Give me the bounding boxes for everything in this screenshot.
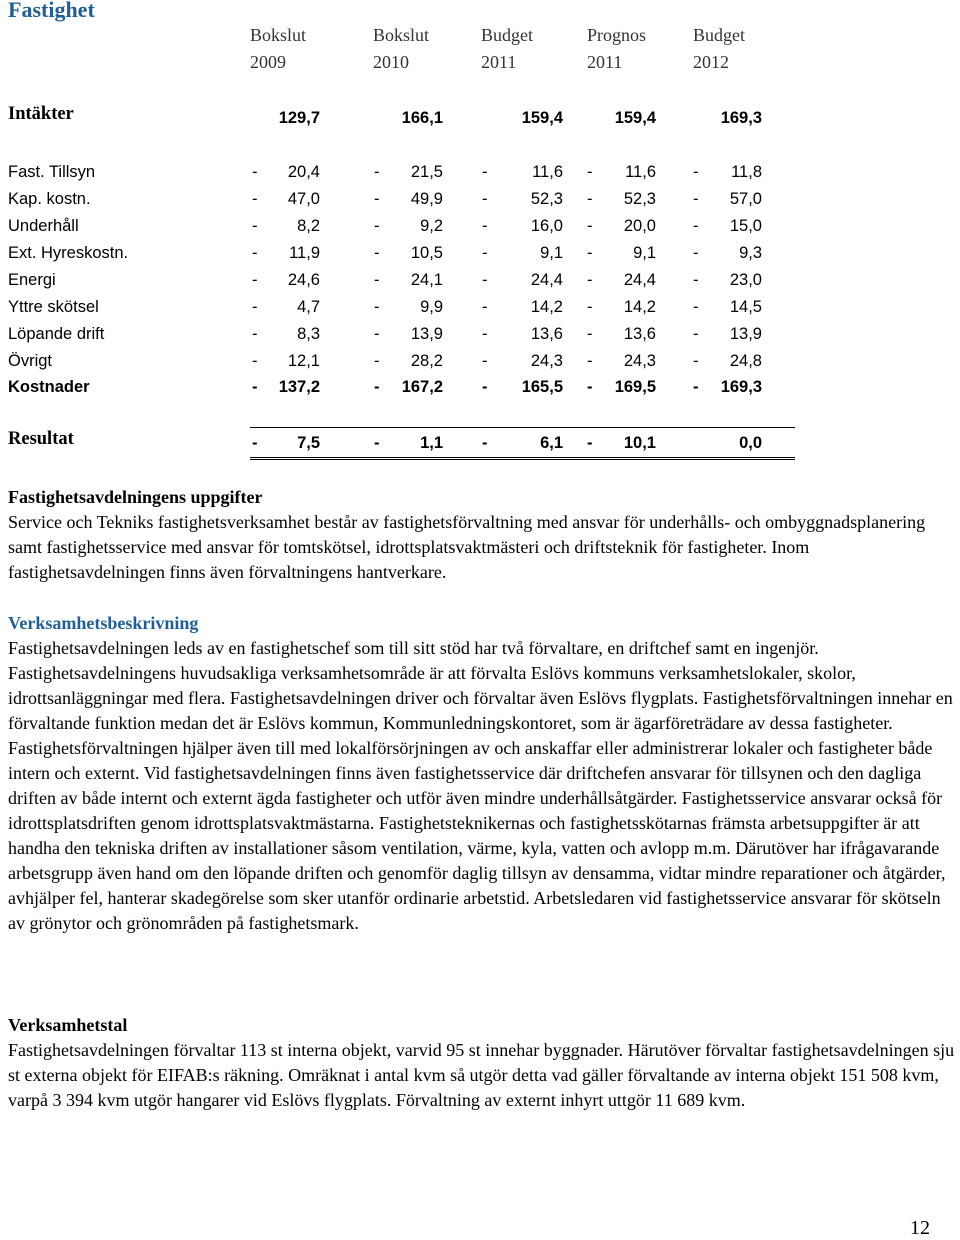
minus-sign: - [587, 298, 593, 316]
minus-sign: - [587, 271, 593, 289]
table-cell-value: 11,9 [289, 244, 320, 262]
section-text: Fastighetsavdelningen leds av en fastighetschef som till sitt stöd har två förvaltare, en driftchef samt en ingenjör. Fastighetsavdelningens huvudsakliga verksamhetsområde är att förvalta Eslövs kommuns verksamhetslokaler, skolor, idrottsanläggningar med flera. Fastighetsavdelningen driver och förvaltar även Eslövs flygplats. Fastighetsförvaltningen innehar en förvaltande funktion medan det är Eslövs kommun, Kommunledningskontoret, som är ägarföreträdare av dessa fastigheter. Fastighetsförvaltningen hjälper även till med lokalförsörjningen av och anskaffar eller administrerar lokaler och fastigheter både intern och externt. Vid fastighetsavdelningen finns även fastighetsservice där driftchefen ansvarar för tillsynen och den dagliga driften av både internt och externt ägda fastigheter och utför även mindre underhållsåtgärder. Fastighetsservice ansvarar också för idrottsplatsdriften genom idrottsplatsvaktmästarna. Fastighetsteknikernas och fastighetsskötarnas främsta arbetsuppgifter är att handha den tekniska driften av installationer såsom ventilation, värme, kyla, vatten och avlopp m.m. Därutöver har ifrågavarande arbetsgrupp även hand om den löpande driften och genomför daglig tillsyn av densamma, vidtar mindre reparationer och åtgärder, avhjälper fel, hanterar skadegörelse som sker utanför ordinarie arbetstid. Arbetsledaren vid fastighetsservice ansvarar för skötseln av grönytor och grönområden på fastighetsmark. [8, 638, 953, 933]
minus-sign: - [252, 271, 258, 289]
minus-sign: - [693, 298, 699, 316]
table-cell-value: 20,0 [623, 217, 656, 235]
section-heading: Fastighetsavdelningens uppgifter [8, 487, 263, 507]
table-cell-value: 23,0 [729, 271, 762, 289]
minus-sign: - [587, 378, 593, 396]
minus-sign: - [482, 190, 488, 208]
table-cell-value: 165,5 [521, 378, 563, 396]
table-cell-value: 6,1 [540, 434, 563, 452]
table-cell-value: 20,4 [287, 163, 320, 181]
table-cell-value: 24,4 [623, 271, 656, 289]
minus-sign: - [482, 434, 488, 452]
minus-sign: - [587, 434, 593, 452]
table-cell-value: 15,0 [729, 217, 762, 235]
minus-sign: - [482, 298, 488, 316]
table-cell-value: 159,4 [521, 109, 563, 127]
minus-sign: - [374, 434, 380, 452]
column-header-year: 2011 [587, 52, 623, 72]
minus-sign: - [482, 325, 488, 343]
section-uppgifter [8, 485, 956, 585]
table-cell-value: 167,2 [401, 378, 443, 396]
table-cell-value: 13,6 [623, 325, 656, 343]
table-cell-value: 1,1 [420, 434, 443, 452]
section-heading: Verksamhetstal [8, 1015, 128, 1035]
table-cell-value: 11,6 [625, 163, 656, 181]
table-cell-value: 52,3 [530, 190, 563, 208]
minus-sign: - [252, 378, 258, 396]
minus-sign: - [252, 325, 258, 343]
table-cell-value: 12,1 [287, 352, 320, 370]
table-cell-value: 11,6 [532, 163, 563, 181]
minus-sign: - [374, 378, 380, 396]
row-label-intakter: Intäkter [8, 104, 74, 124]
table-cell-value: 24,3 [623, 352, 656, 370]
minus-sign: - [587, 325, 593, 343]
column-header-year-type: Budget [481, 25, 533, 45]
page-title: Fastighet [8, 0, 95, 22]
column-header-year: 2011 [481, 52, 517, 72]
table-cell-value: 169,3 [720, 378, 762, 396]
table-cell-value: 9,2 [420, 217, 443, 235]
table-cell-value: 11,8 [731, 163, 762, 181]
row-label: Övrigt [8, 352, 53, 370]
minus-sign: - [587, 190, 593, 208]
minus-sign: - [252, 434, 258, 452]
minus-sign: - [374, 325, 380, 343]
minus-sign: - [374, 244, 380, 262]
table-cell-value: 24,6 [287, 271, 320, 289]
table-cell-value: 14,2 [623, 298, 656, 316]
section-text: Service och Tekniks fastighetsverksamhet består av fastighetsförvaltning med ansvar för underhålls- och ombyggnadsplanering samt fastighetsservice med ansvar för tomtskötsel, idrottsplatsvaktmästeri och driftsteknik för fastigheter. Inom fastighetsavdelningen finns även förvaltningens hantverkare. [8, 512, 926, 582]
row-label: Energi [8, 271, 56, 289]
table-cell-value: 166,1 [401, 109, 443, 127]
row-label: Underhåll [8, 217, 79, 235]
minus-sign: - [252, 217, 258, 235]
column-header-year-type: Bokslut [373, 25, 430, 45]
minus-sign: - [482, 217, 488, 235]
table-cell-value: 10,1 [623, 434, 656, 452]
column-header-year: 2009 [250, 52, 286, 72]
table-cell-value: 10,5 [410, 244, 443, 262]
minus-sign: - [482, 378, 488, 396]
table-cell-value: 169,5 [614, 378, 656, 396]
row-label: Kap. kostn. [8, 190, 91, 208]
table-cell-value: 137,2 [278, 378, 320, 396]
section-heading: Verksamhetsbeskrivning [8, 613, 199, 633]
column-header-year: 2010 [373, 52, 409, 72]
table-cell-value: 47,0 [287, 190, 320, 208]
minus-sign: - [693, 217, 699, 235]
minus-sign: - [252, 298, 258, 316]
table-cell-value: 9,1 [633, 244, 656, 262]
row-label: Yttre skötsel [8, 298, 99, 316]
minus-sign: - [693, 271, 699, 289]
minus-sign: - [587, 352, 593, 370]
table-cell-value: 13,6 [530, 325, 563, 343]
minus-sign: - [693, 378, 699, 396]
result-bottom-rule [250, 457, 795, 460]
table-cell-value: 14,2 [530, 298, 563, 316]
row-label-kostnader: Kostnader [8, 378, 90, 396]
table-cell-value: 159,4 [614, 109, 656, 127]
minus-sign: - [693, 325, 699, 343]
table-cell-value: 52,3 [623, 190, 656, 208]
minus-sign: - [374, 163, 380, 181]
row-label: Fast. Tillsyn [8, 163, 96, 181]
table-cell-value: 24,1 [410, 271, 443, 289]
table-cell-value: 13,9 [729, 325, 762, 343]
table-cell-value: 14,5 [729, 298, 762, 316]
minus-sign: - [587, 244, 593, 262]
table-cell-value: 0,0 [739, 434, 762, 452]
row-label: Ext. Hyreskostn. [8, 244, 129, 262]
minus-sign: - [252, 244, 258, 262]
column-header-year-type: Budget [693, 25, 745, 45]
minus-sign: - [252, 163, 258, 181]
section-verksamhetstal [8, 1013, 956, 1113]
row-label-resultat: Resultat [8, 429, 74, 449]
table-cell-value: 24,8 [729, 352, 762, 370]
minus-sign: - [482, 163, 488, 181]
minus-sign: - [374, 352, 380, 370]
minus-sign: - [693, 352, 699, 370]
minus-sign: - [482, 244, 488, 262]
table-cell-value: 169,3 [720, 109, 762, 127]
minus-sign: - [693, 163, 699, 181]
minus-sign: - [374, 217, 380, 235]
minus-sign: - [482, 352, 488, 370]
table-cell-value: 21,5 [410, 163, 443, 181]
table-cell-value: 7,5 [297, 434, 320, 452]
section-text: Fastighetsavdelningen förvaltar 113 st interna objekt, varvid 95 st innehar byggnader. Härutöver förvaltar fastighetsavdelningen sju st externa objekt för EIFAB:s räkning. Omräknat i antal kvm så utgör detta vad gäller förvaltande av interna objekt 151 508 kvm, varpå 3 394 kvm utgör hangarer vid Eslövs flygplats. Förvaltning av externt inhyrt uttgör 11 689 kvm. [8, 1040, 955, 1110]
minus-sign: - [693, 190, 699, 208]
table-cell-value: 4,7 [297, 298, 320, 316]
table-cell-value: 9,1 [540, 244, 563, 262]
table-cell-value: 16,0 [530, 217, 563, 235]
minus-sign: - [252, 352, 258, 370]
minus-sign: - [587, 163, 593, 181]
table-cell-value: 24,4 [530, 271, 563, 289]
row-label: Löpande drift [8, 325, 105, 343]
table-cell-value: 13,9 [410, 325, 443, 343]
table-cell-value: 49,9 [410, 190, 443, 208]
minus-sign: - [374, 271, 380, 289]
minus-sign: - [482, 271, 488, 289]
table-cell-value: 129,7 [278, 109, 320, 127]
page-number: 12 [910, 1217, 930, 1239]
table-cell-value: 9,9 [420, 298, 443, 316]
table-cell-value: 57,0 [729, 190, 762, 208]
minus-sign: - [252, 190, 258, 208]
table-cell-value: 8,2 [297, 217, 320, 235]
minus-sign: - [374, 190, 380, 208]
column-header-year: 2012 [693, 52, 729, 72]
minus-sign: - [693, 244, 699, 262]
column-header-year-type: Bokslut [250, 25, 307, 45]
table-cell-value: 8,3 [297, 325, 320, 343]
table-cell-value: 24,3 [530, 352, 563, 370]
section-beskrivning [8, 611, 956, 936]
minus-sign: - [374, 298, 380, 316]
minus-sign: - [587, 217, 593, 235]
table-cell-value: 28,2 [410, 352, 443, 370]
column-header-year-type: Prognos [587, 25, 647, 45]
result-top-rule [250, 427, 795, 428]
table-cell-value: 9,3 [739, 244, 762, 262]
